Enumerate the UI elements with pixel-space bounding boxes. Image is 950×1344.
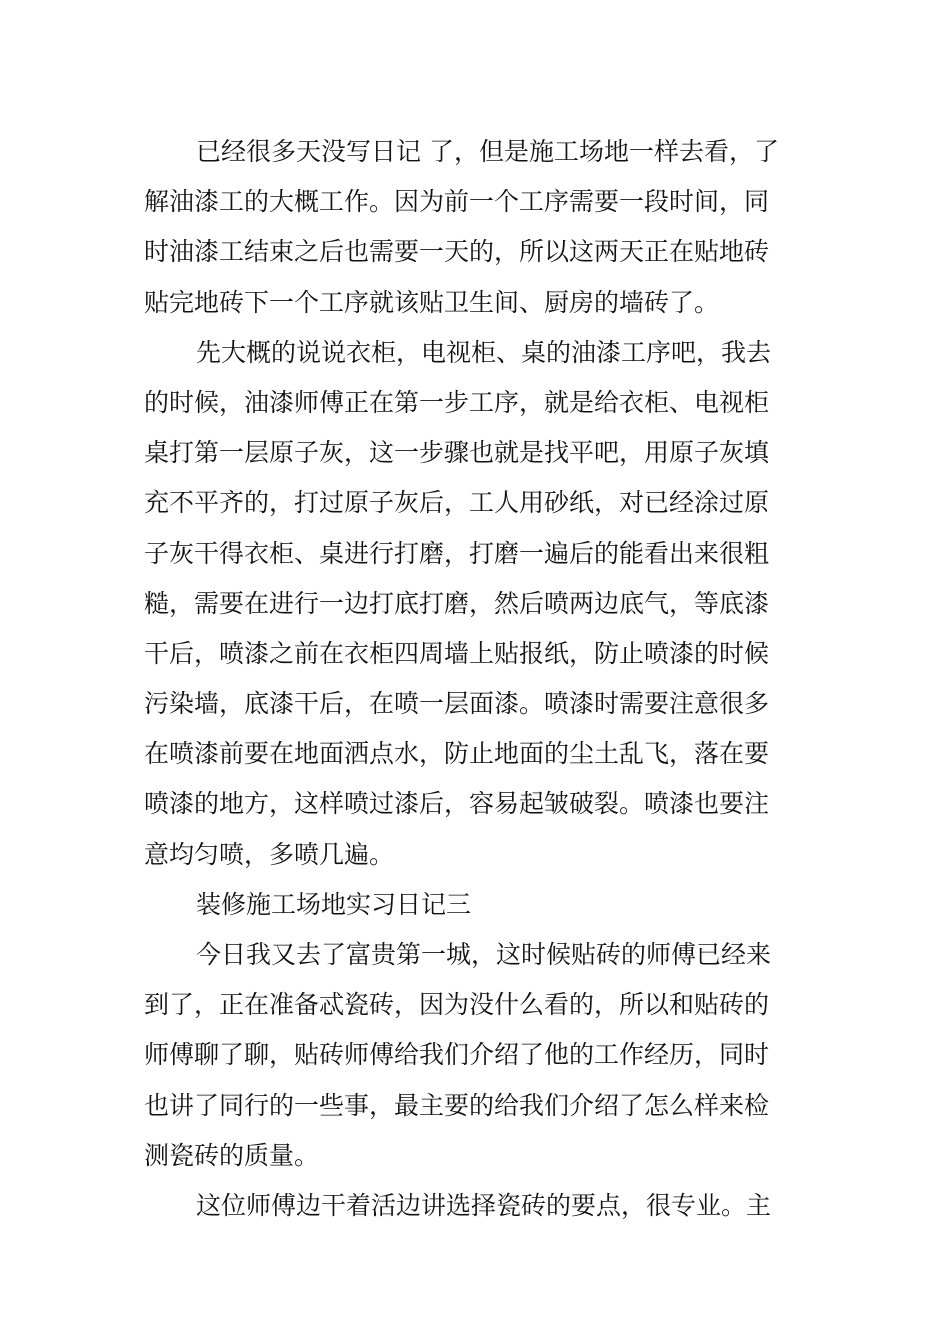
section-heading: 装修施工场地实习日记三: [196, 889, 472, 919]
text-line: 师傅聊了聊，贴砖师傅给我们介绍了他的工作经历，同时: [144, 1040, 770, 1070]
text-line: 今日我又去了富贵第一城，这时候贴砖的师傅已经来: [196, 940, 772, 969]
text-line: 喷漆的地方，这样喷过漆后，容易起皱破裂。喷漆也要注: [144, 789, 770, 819]
text-line: 污染墙，底漆干后，在喷一层面漆。喷漆时需要注意很多: [144, 689, 770, 719]
text-line: 意均匀喷，多喷几遍。: [144, 839, 395, 869]
text-line: 也讲了同行的一些事，最主要的给我们介绍了怎么样来检: [144, 1090, 770, 1120]
text-line: 已经很多天没写日记 了，但是施工场地一样去看，了: [196, 137, 779, 166]
text-line: 充不平齐的，打过原子灰后，工人用砂纸，对已经涂过原: [144, 488, 770, 518]
text-line: 贴完地砖下一个工序就该贴卫生间、厨房的墙砖了。: [144, 287, 720, 317]
text-line: 的时候，油漆师傅正在第一步工序，就是给衣柜、电视柜: [144, 387, 770, 417]
text-line: 干后，喷漆之前在衣柜四周墙上贴报纸，防止喷漆的时候: [144, 638, 770, 668]
text-line: 时油漆工结束之后也需要一天的，所以这两天正在贴地砖: [144, 237, 770, 267]
text-line: 糙，需要在进行一边打底打磨，然后喷两边底气，等底漆: [144, 588, 770, 618]
text-line: 子灰干得衣柜、桌进行打磨，打磨一遍后的能看出来很粗: [144, 538, 770, 568]
text-line: 在喷漆前要在地面洒点水，防止地面的尘土乱飞，落在要: [144, 739, 770, 769]
text-line: 解油漆工的大概工作。因为前一个工序需要一段时间，同: [144, 187, 770, 217]
text-line: 桌打第一层原子灰，这一步骤也就是找平吧，用原子灰填: [144, 438, 770, 468]
text-line: 这位师傅边干着活边讲选择瓷砖的要点，很专业。主: [196, 1190, 772, 1220]
text-line: 测瓷砖的质量。: [144, 1140, 320, 1170]
diary-text: [144, 127, 808, 1231]
text-line: 先大概的说说衣柜，电视柜、桌的油漆工序吧，我去: [196, 337, 772, 367]
text-line: 到了，正在准备忒瓷砖，因为没什么看的，所以和贴砖的: [144, 990, 770, 1020]
